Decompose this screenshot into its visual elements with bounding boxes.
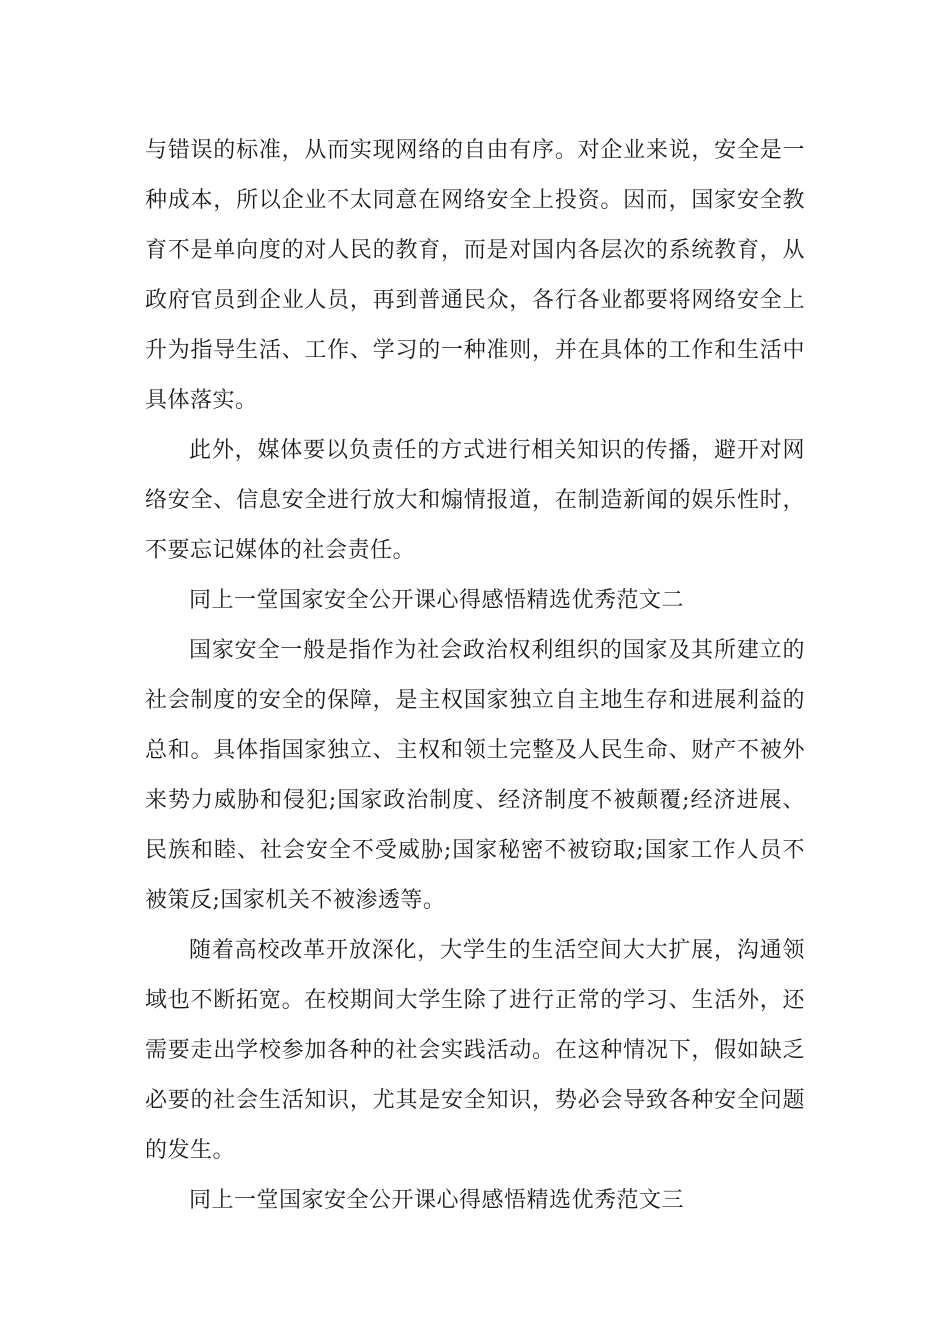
paragraph-national-security: 国家安全一般是指作为社会政治权利组织的国家及其所建立的社会制度的安全的保障，是主权国家独立自主地生存和进展利益的总和。具体指国家独立、主权和领土完整及人民生命、财产不被外来势力威胁和侵犯;国家政治制度、经济制度不被颠覆;经济进展、民族和睦、社会安全不受威胁;国家秘密不被窃取;国家工作人员不被策反;国家机关不被渗透等。 — [145, 638, 805, 913]
paragraph-university: 随着高校改革开放深化，大学生的生活空间大大扩展，沟通领域也不断拓宽。在校期间大学生除了进行正常的学习、生活外，还需要走出学校参加各种的社会实践活动。在这种情况下，假如缺乏必要的社会生活知识，尤其是安全知识，势必会导致各种安全问题的发生。 — [145, 938, 805, 1163]
section-heading-2: 同上一堂国家安全公开课心得感悟精选优秀范文二 — [189, 588, 685, 613]
paragraph-media: 此外，媒体要以负责任的方式进行相关知识的传播，避开对网络安全、信息安全进行放大和煽情报道，在制造新闻的娱乐性时，不要忘记媒体的社会责任。 — [145, 438, 805, 563]
paragraph-continuation: 与错误的标准，从而实现网络的自由有序。对企业来说，安全是一种成本，所以企业不太同意在网络安全上投资。因而，国家安全教育不是单向度的对人民的教育，而是对国内各层次的系统教育，从政府官员到企业人员，再到普通民众，各行各业都要将网络安全上升为指导生活、工作、学习的一种准则，并在具体的工作和生活中具体落实。 — [145, 138, 805, 413]
section-heading-3: 同上一堂国家安全公开课心得感悟精选优秀范文三 — [189, 1188, 685, 1213]
document-body — [145, 126, 805, 1226]
